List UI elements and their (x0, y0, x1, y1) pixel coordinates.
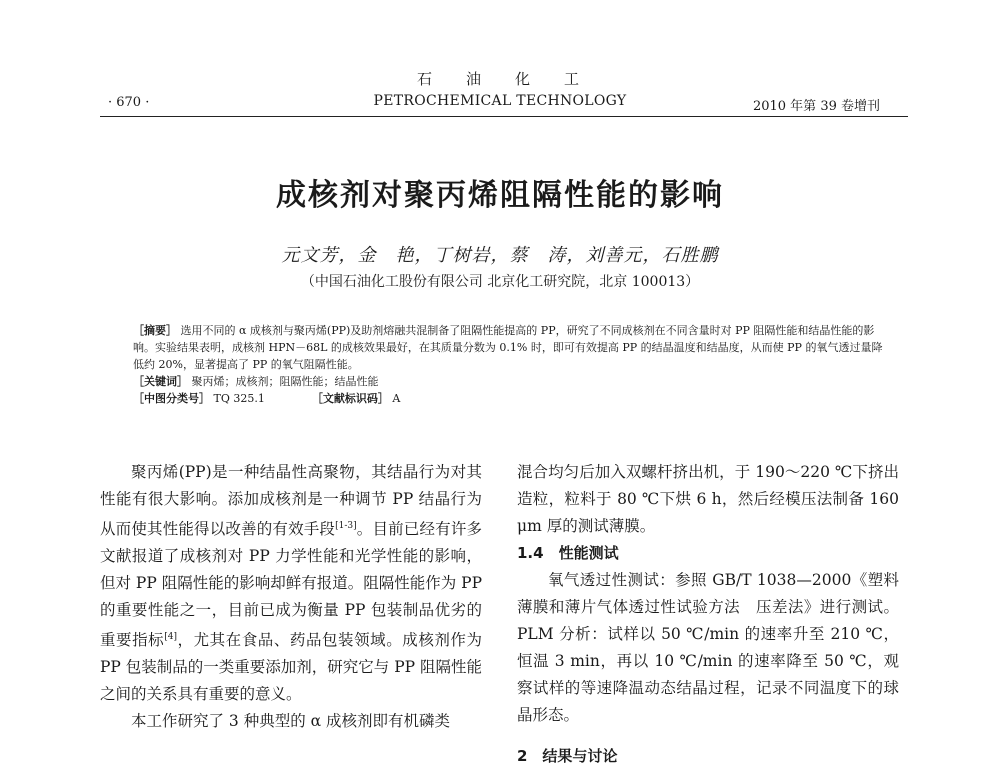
abstract-label: ［摘要］ (133, 324, 177, 337)
authors: 元文芳，金 艳，丁树岩，蔡 涛，刘善元，石胜鹏 (281, 245, 719, 266)
clc-code: TQ 325.1 (213, 392, 265, 405)
intro-text-c: ，尤其在食品、药品包装领域。成核剂作为 PP 包装制品的一类重要添加剂，研究它与 PP 阻隔性能之间的关系具有重要的意义。 (100, 631, 482, 704)
testing-paragraph: 氧气透过性测试：参照 GB/T 1038—2000《塑料薄膜和薄片气体透过性试验方法 压差法》进行测试。PLM 分析：试样以 50 ℃/min 的速率升至 210 ℃，恒温 3 min，再以 10 ℃/min 的速率降至 50 ℃，观察试样的等速降温动态结晶过程，记录不同温度下的球晶形态。 (517, 571, 899, 724)
left-column (100, 459, 482, 735)
abstract-block (133, 322, 893, 407)
affiliation: （中国石油化工股份有限公司 北京化工研究院，北京 100013） (300, 274, 700, 290)
right-column (517, 459, 899, 770)
header-rule (100, 116, 908, 117)
doc-code: A (392, 392, 401, 405)
section-heading-2: 2 结果与讨论 (517, 747, 618, 765)
intro-text-b: 。目前已经有许多文献报道了成核剂对 PP 力学性能和光学性能的影响，但对 PP 阻隔性能的影响却鲜有报道。阻隔性能作为 PP 的重要性能之一，目前已成为衡量 PP 包装制品优劣的重要指标 (100, 520, 482, 650)
journal-title-cn: 石油化工 (416, 70, 613, 88)
page-number: · 670 · (108, 95, 150, 110)
section-heading-1-4: 1.4 性能测试 (517, 544, 619, 562)
journal-title-en: PETROCHEMICAL TECHNOLOGY (373, 93, 627, 109)
citation-4: [4] (164, 632, 177, 643)
issue-info: 2010 年第 39 卷增刊 (752, 99, 880, 114)
method-paragraph: 混合均匀后加入双螺杆挤出机，于 190～220 ℃下挤出造粒，粒料于 80 ℃下烘 6 h，然后经模压法制备 160 μm 厚的测试薄膜。 (517, 463, 899, 535)
classification-line (133, 390, 893, 407)
keywords: 聚丙烯；成核剂；阻隔性能；结晶性能 (191, 375, 379, 388)
work-paragraph: 本工作研究了 3 种典型的 α 成核剂即有机磷类 (131, 712, 451, 731)
abstract-paragraph (133, 322, 893, 373)
keywords-line (133, 373, 893, 390)
article-title: 成核剂对聚丙烯阻隔性能的影响 (276, 178, 724, 213)
citation-1-3: [1-3] (335, 521, 357, 531)
keywords-label: ［关键词］ (133, 375, 188, 388)
doc-code-label: ［文献标识码］ (311, 392, 389, 405)
clc-label: ［中图分类号］ (133, 392, 210, 405)
intro-text-a: 聚丙烯(PP)是一种结晶性高聚物，其结晶行为对其性能有很大影响。添加成核剂是一种调节 PP 结晶行为从而使其性能得以改善的有效手段 (100, 463, 482, 539)
abstract-text: 选用不同的 α 成核剂与聚丙烯(PP)及助剂熔融共混制备了阻隔性能提高的 PP，研究了不同成核剂在不同含量时对 PP 阻隔性能和结晶性能的影响。实验结果表明，成核剂 HPN－68L 的成核效果最好，在其质量分数为 0.1% 时，即可有效提高 PP 的结晶温度和结晶度，从而使 PP 的氧气透过量降低约 20%，显著提高了 PP 的氧气阻隔性能。 (133, 324, 883, 371)
intro-paragraph (100, 459, 482, 708)
